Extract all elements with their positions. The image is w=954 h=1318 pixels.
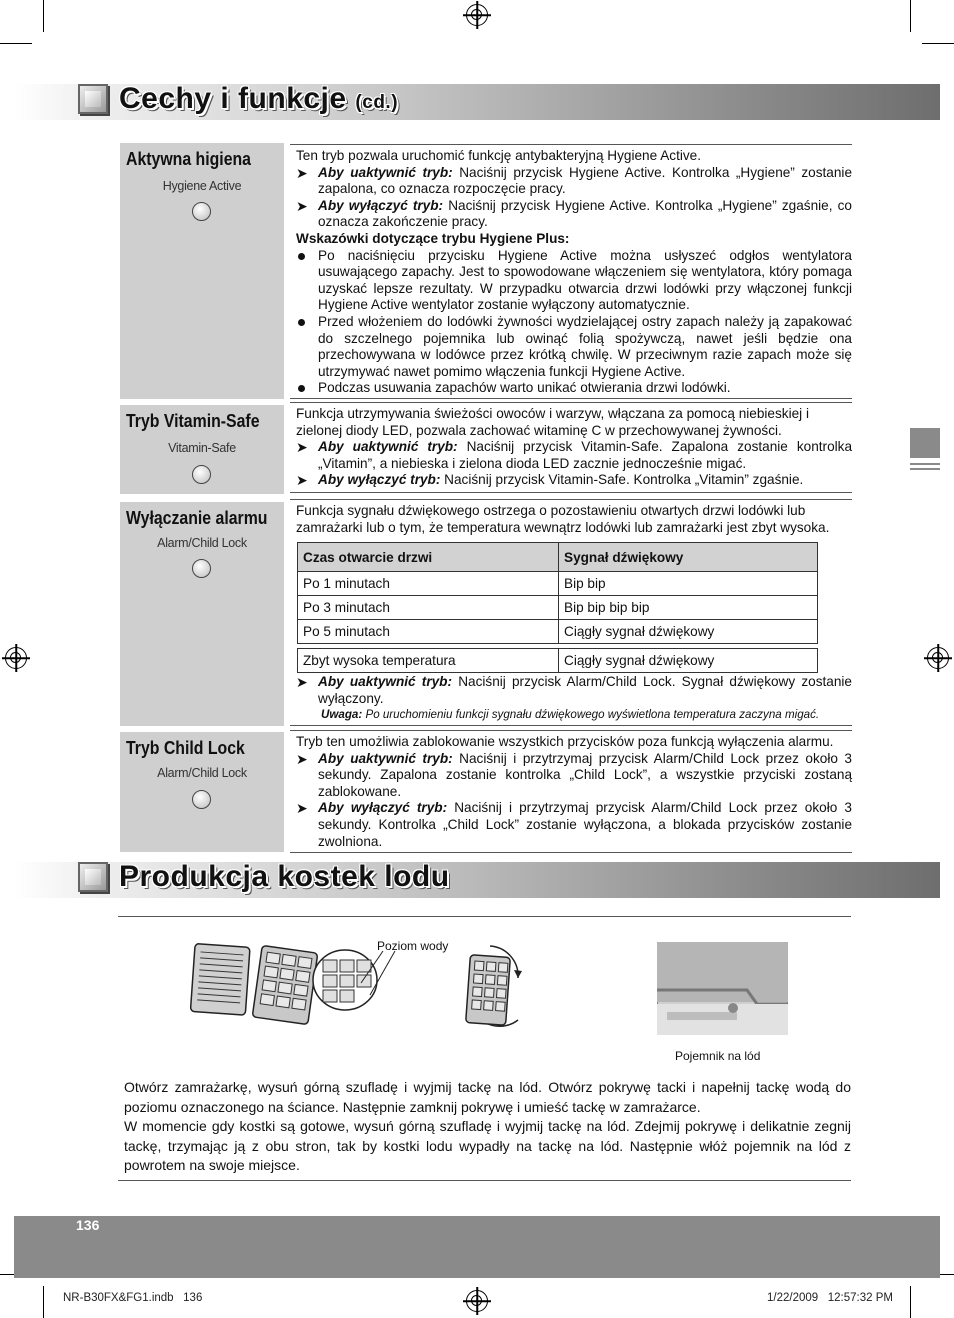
table-cell: Bip bip [559, 572, 818, 596]
registration-mark-icon [466, 4, 488, 26]
button-caption: Alarm/Child Lock [157, 536, 247, 550]
header-square-icon [78, 862, 108, 892]
divider [290, 852, 852, 853]
file-slug: NR-B30FX&FG1.indb 136 [63, 1292, 203, 1304]
feature-body-hygiene [290, 148, 852, 397]
divider [118, 916, 851, 917]
table-cell: Po 3 minutach [298, 596, 559, 620]
feature-label-alarm [120, 502, 284, 726]
instruction-on: ➤ Aby uaktywnić tryb: Naciśnij i przytrzymaj przycisk Alarm/Child Lock przez około 3 sekundy. Zapalona zostanie kontrolka „Child Lock”, a wszystkie przyciski zostaną zablokowane. [296, 750, 852, 799]
feature-name: Tryb Vitamin-Safe [126, 411, 260, 431]
alarm-child-lock-button-icon [192, 790, 211, 809]
instruction-off: ➤ Aby wyłączyć tryb: Naciśnij przycisk Hygiene Active. Kontrolka „Hygiene” zgaśnie, co oznacza zakończenie pracy. [296, 197, 852, 230]
page-number: 136 [76, 1217, 100, 1233]
instruction-on: ➤ Aby uaktywnić tryb: Naciśnij przycisk Hygiene Active. Kontrolka „Hygiene” zostanie zapalona, co oznacza rozpoczęcie pracy. [296, 164, 853, 197]
tray-flip-illustration [460, 938, 526, 1042]
divider [290, 492, 852, 493]
section-title: Cechy i funkcje (cd.) [119, 82, 399, 115]
side-tab-line [910, 468, 940, 470]
feature-intro: Funkcja utrzymywania świeżości owoców i warzyw, włączana za pomocą niebieskiej i zielonej diody LED, pozwala zachować witaminę C w przechowywanej żywności. [296, 406, 809, 438]
divider [290, 144, 852, 145]
feature-intro: Tryb ten umożliwia zablokowanie wszystkich przycisków poza funkcją wyłączenia alarmu. [296, 734, 834, 749]
feature-name: Tryb Child Lock [126, 738, 245, 758]
instruction-off: ➤ Aby wyłączyć tryb: Naciśnij przycisk Vitamin-Safe. Kontrolka „Vitamin” zgaśnie. [296, 472, 804, 489]
feature-body-alarm [290, 503, 852, 536]
button-caption: Alarm/Child Lock [157, 766, 247, 780]
tip-item: Podczas usuwania zapachów warto unikać otwierania drzwi lodówki. [290, 380, 852, 397]
divider [290, 499, 852, 500]
side-tab-line [910, 463, 940, 465]
table-row [298, 596, 818, 620]
feature-name: Aktywna higiena [126, 149, 251, 169]
footer-band [14, 1216, 940, 1278]
button-caption: Vitamin-Safe [168, 441, 236, 455]
button-caption: Hygiene Active [162, 179, 242, 193]
table-cell: Zbyt wysoka temperatura [298, 649, 559, 673]
ice-instructions [124, 1078, 851, 1176]
table-cell: Bip bip bip bip [559, 596, 818, 620]
feature-name: Wyłączanie alarmu [126, 508, 268, 528]
table-header-cell: Czas otwarcie drzwi [298, 543, 559, 572]
feature-body-childlock [290, 734, 852, 850]
feature-body-vitamin [290, 406, 852, 489]
divider [118, 1180, 851, 1181]
ice-paragraph: Otwórz zamrażarkę, wysuń górną szufladę i wyjmij tackę na lód. Otwórz pokrywę tacki i napełnij tackę wodą do poziomu oznaczonego na ściance. Następnie zamknij pokrywę i umieść tackę w zamrażarce. [124, 1079, 851, 1115]
ice-paragraph: W momencie gdy kostki są gotowe, wysuń górną szufladę i wyjmij tackę na lód. Zdejmij pokrywę i delikatnie zegnij tackę, trzymając ją z obu stron, tak by kostki lodu wypadły na tackę na lód. Następnie włóż pojemnik na lód z powrotem na swoje miejsce. [124, 1118, 851, 1174]
crop-mark [922, 43, 954, 44]
feature-label-hygiene [120, 143, 284, 399]
instruction-off: ➤ Aby wyłączyć tryb: Naciśnij i przytrzymaj przycisk Alarm/Child Lock przez około 3 sekundy. Kontrolka „Child Lock” zostanie wyłączona, a blokada przycisków zostanie zwolniona. [296, 800, 852, 849]
header-square-icon [78, 84, 108, 114]
ice-container-photo [657, 942, 788, 1035]
section-title: Produkcja kostek lodu [119, 860, 450, 893]
timestamp-slug: 1/22/2009 12:57:32 PM [767, 1292, 893, 1304]
crop-mark [910, 0, 911, 32]
ice-container-caption: Pojemnik na lód [675, 1049, 761, 1063]
alarm-child-lock-button-icon [192, 559, 211, 578]
crop-mark [43, 1286, 44, 1318]
feature-label-childlock [120, 732, 284, 852]
tip-item: Po naciśnięciu przycisku Hygiene Active można usłyszeć odgłos wentylatora usuwającego zapachy. Jest to spowodowane włączeniem się wentylatora, który pomaga uzyskać lepsze rezultaty. W przypadku otwarcia drzwi lodówki przy włączonej funkcji Hygiene Active wentylator zostanie wyłączony automatycznie. [290, 248, 852, 314]
section-header-features [14, 84, 940, 120]
tip-item: Przed włożeniem do lodówki żywności wydzielającej ostry zapach należy ją zapakować do szczelnego pojemnika lub owinąć folią spożywczą, nawet jeśli będzie ona przechowywana w lodówce przez krótką chwilę. W przeciwnym razie zapach może się utrzymywać nawet pomimo włączenia funkcji Hygiene Active. [290, 314, 852, 380]
table-cell: Po 5 minutach [298, 620, 559, 644]
crop-mark [0, 43, 32, 44]
table-cell: Ciągły sygnał dźwiękowy [559, 649, 818, 673]
feature-label-vitamin [120, 405, 284, 494]
registration-mark-icon [466, 1290, 488, 1312]
water-level-caption: Poziom wody [377, 939, 449, 953]
side-tab-marker [910, 428, 940, 458]
alarm-temperature-table [297, 648, 818, 673]
divider [290, 725, 852, 726]
divider [290, 402, 852, 403]
crop-mark [43, 0, 44, 32]
table-cell: Po 1 minutach [298, 572, 559, 596]
crop-mark [910, 1286, 911, 1318]
instruction-on: ➤ Aby uaktywnić tryb: Naciśnij przycisk Vitamin-Safe. Zapalona zostanie kontrolka „Vitamin”, a niebieska i zielona dioda LED zacznie jednocześnie migać. [296, 439, 853, 471]
vitamin-safe-button-icon [192, 465, 211, 484]
instruction-on: ➤ Aby uaktywnić tryb: Naciśnij przycisk Alarm/Child Lock. Sygnał dźwiękowy zostanie wyłączony. [296, 674, 852, 706]
feature-intro: Ten tryb pozwala uruchomić funkcję antybakteryjną Hygiene Active. [296, 148, 701, 163]
section-header-ice [14, 862, 940, 898]
registration-mark-icon [927, 647, 949, 669]
table-row [298, 649, 818, 673]
table-header-row [298, 543, 818, 572]
feature-body-alarm-instructions [290, 674, 852, 724]
note: Uwaga: Po uruchomieniu funkcji sygnału dźwiękowego wyświetlona temperatura zaczyna migać. [321, 708, 820, 722]
tips-title: Wskazówki dotyczące trybu Hygiene Plus: [296, 230, 570, 246]
divider [290, 398, 852, 399]
hygiene-active-button-icon [192, 202, 211, 221]
table-header-cell: Sygnał dźwiękowy [559, 543, 818, 572]
table-cell: Ciągły sygnał dźwiękowy [559, 620, 818, 644]
table-row [298, 572, 818, 596]
feature-intro: Funkcja sygnału dźwiękowego ostrzega o pozostawieniu otwartych drzwi lodówki lub zamrażarki lub o tym, że temperatura wewnątrz lodówki lub zamrażarki jest zbyt wysoka. [296, 503, 830, 535]
registration-mark-icon [5, 647, 27, 669]
table-row [298, 620, 818, 644]
divider [290, 730, 852, 731]
alarm-signal-table [297, 542, 818, 644]
